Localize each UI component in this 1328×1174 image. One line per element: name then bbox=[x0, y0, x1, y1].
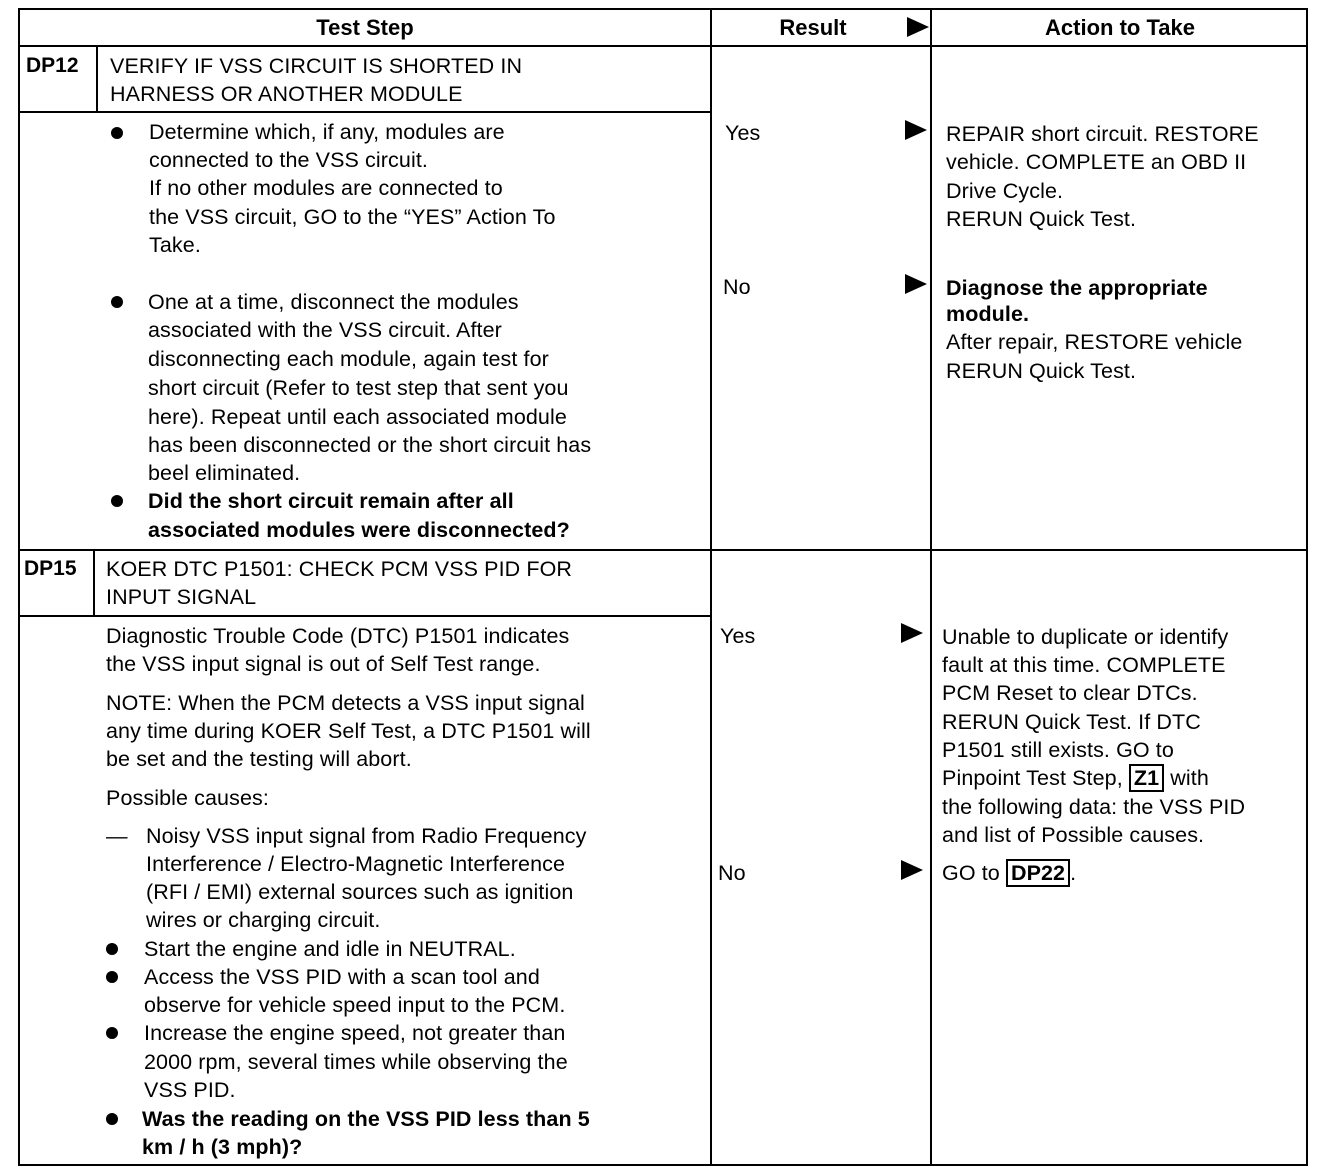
title-rule-dp15 bbox=[18, 615, 711, 617]
code-divider-dp12 bbox=[96, 46, 98, 112]
dp12-bullet2-line6: has been disconnected or the short circuit has bbox=[148, 433, 592, 457]
dp15-cause-line4: wires or charging circuit. bbox=[146, 908, 381, 932]
dp12-bullet2-line1: One at a time, disconnect the modules bbox=[148, 290, 519, 314]
dp12-result-no: No bbox=[723, 275, 751, 299]
bullet-icon bbox=[111, 296, 123, 308]
dp12-bullet2-line4: short circuit (Refer to test step that sent you bbox=[148, 376, 569, 400]
ref-z1-link[interactable]: Z1 bbox=[1129, 764, 1164, 792]
dp12-yes-action-line3: Drive Cycle. bbox=[946, 179, 1064, 203]
bullet-icon bbox=[106, 1027, 118, 1039]
dp15-yes-action-line2: fault at this time. COMPLETE bbox=[942, 653, 1226, 677]
dp15-yes-action-post: with bbox=[1170, 766, 1209, 790]
arrow-icon bbox=[905, 274, 927, 294]
dp15-bullet2-line1: Access the VSS PID with a scan tool and bbox=[144, 965, 540, 989]
header-bottom-rule bbox=[18, 45, 1308, 47]
bullet-icon bbox=[106, 1113, 118, 1125]
dash-mark: — bbox=[106, 824, 128, 848]
dp12-bullet2-line3: disconnecting each module, again test for bbox=[148, 347, 549, 371]
header-action: Action to Take bbox=[1045, 15, 1195, 40]
dp15-no-action bbox=[942, 859, 1076, 888]
dp12-bullet2-line7: beel eliminated. bbox=[148, 461, 301, 485]
header-test-step: Test Step bbox=[316, 15, 414, 40]
dp15-yes-action-line5: P1501 still exists. GO to bbox=[942, 738, 1174, 762]
step-title-dp12-line1: VERIFY IF VSS CIRCUIT IS SHORTED IN bbox=[110, 54, 523, 78]
dp15-no-action-pre: GO to bbox=[942, 861, 1000, 885]
dp15-no-action-post: . bbox=[1070, 861, 1077, 885]
bullet-icon bbox=[106, 943, 118, 955]
dp15-yes-action-line6 bbox=[942, 764, 1209, 793]
column-divider-2 bbox=[930, 8, 932, 1166]
dp12-yes-action-line4: RERUN Quick Test. bbox=[946, 207, 1137, 231]
dp12-bullet1-line1: Determine which, if any, modules are bbox=[149, 120, 505, 144]
dp15-result-no: No bbox=[718, 861, 746, 885]
dp12-bullet2-line5: here). Repeat until each associated module bbox=[148, 405, 567, 429]
dp15-cause-line3: (RFI / EMI) external sources such as ignition bbox=[146, 880, 574, 904]
dp15-result-yes: Yes bbox=[720, 624, 756, 648]
arrow-icon bbox=[901, 623, 923, 643]
dp12-bullet1-line5: Take. bbox=[149, 233, 201, 257]
dp15-note-line1: NOTE: When the PCM detects a VSS input signal bbox=[106, 691, 585, 715]
dp15-bullet1-line1: Start the engine and idle in NEUTRAL. bbox=[144, 937, 516, 961]
dp15-cause-line2: Interference / Electro-Magnetic Interference bbox=[146, 852, 566, 876]
title-rule-dp12 bbox=[18, 111, 711, 113]
dp15-bullet3-line3: VSS PID. bbox=[144, 1078, 236, 1102]
step-code-dp12: DP12 bbox=[26, 54, 79, 77]
header-result: Result bbox=[779, 15, 847, 40]
bullet-icon bbox=[106, 971, 118, 983]
dp12-yes-action-line1: REPAIR short circuit. RESTORE bbox=[946, 122, 1259, 146]
section-rule bbox=[18, 549, 1308, 551]
dp15-intro-line1: Diagnostic Trouble Code (DTC) P1501 indicates bbox=[106, 624, 570, 648]
dp15-bullet3-line1: Increase the engine speed, not greater than bbox=[144, 1021, 566, 1045]
dp15-bullet2-line2: observe for vehicle speed input to the PCM. bbox=[144, 993, 566, 1017]
dp12-result-yes: Yes bbox=[725, 121, 761, 145]
column-divider-1 bbox=[710, 8, 712, 1166]
dp15-note-line3: be set and the testing will abort. bbox=[106, 747, 412, 771]
dp15-yes-action-line3: PCM Reset to clear DTCs. bbox=[942, 681, 1198, 705]
dp12-bullet1-line4: the VSS circuit, GO to the “YES” Action To bbox=[149, 205, 556, 229]
arrow-icon bbox=[905, 120, 927, 140]
dp15-bullet3-line2: 2000 rpm, several times while observing the bbox=[144, 1050, 568, 1074]
dp15-cause-line1: Noisy VSS input signal from Radio Frequency bbox=[146, 824, 587, 848]
header-arrow-icon bbox=[907, 17, 929, 37]
dp12-no-action-line2: module. bbox=[946, 302, 1030, 326]
dp15-causes-label: Possible causes: bbox=[106, 786, 269, 810]
dp15-intro-line2: the VSS input signal is out of Self Test range. bbox=[106, 652, 541, 676]
step-code-dp15: DP15 bbox=[24, 557, 77, 580]
dp12-question-line2: associated modules were disconnected? bbox=[148, 518, 570, 542]
dp15-yes-action-line7: the following data: the VSS PID bbox=[942, 795, 1246, 819]
bullet-icon bbox=[111, 495, 123, 507]
dp15-yes-action-pre: Pinpoint Test Step, bbox=[942, 766, 1123, 790]
dp15-question-line1: Was the reading on the VSS PID less than 5 bbox=[142, 1107, 590, 1131]
dp12-question-line1: Did the short circuit remain after all bbox=[148, 489, 514, 513]
dp12-yes-action-line2: vehicle. COMPLETE an OBD II bbox=[946, 150, 1247, 174]
dp15-yes-action-line4: RERUN Quick Test. If DTC bbox=[942, 710, 1201, 734]
bullet-icon bbox=[111, 127, 123, 139]
dp15-yes-action-line1: Unable to duplicate or identify bbox=[942, 625, 1229, 649]
step-title-dp12-line2: HARNESS OR ANOTHER MODULE bbox=[110, 82, 463, 106]
dp15-yes-action-line8: and list of Possible causes. bbox=[942, 823, 1205, 847]
step-title-dp15-line2: INPUT SIGNAL bbox=[106, 585, 257, 609]
dp12-no-action-line1: Diagnose the appropriate bbox=[946, 276, 1208, 300]
dp12-bullet1-line3: If no other modules are connected to bbox=[149, 176, 503, 200]
dp15-question-line2: km / h (3 mph)? bbox=[142, 1135, 303, 1159]
dp12-no-action-line4: RERUN Quick Test. bbox=[946, 359, 1137, 383]
ref-dp22-link[interactable]: DP22 bbox=[1006, 859, 1070, 887]
dp12-no-action-line3: After repair, RESTORE vehicle bbox=[946, 330, 1243, 354]
arrow-icon bbox=[901, 860, 923, 880]
step-title-dp15-line1: KOER DTC P1501: CHECK PCM VSS PID FOR bbox=[106, 557, 573, 581]
dp12-bullet1-line2: connected to the VSS circuit. bbox=[149, 148, 428, 172]
code-divider-dp15 bbox=[93, 550, 95, 616]
dp12-bullet2-line2: associated with the VSS circuit. After bbox=[148, 318, 502, 342]
dp15-note-line2: any time during KOER Self Test, a DTC P1501 will bbox=[106, 719, 591, 743]
